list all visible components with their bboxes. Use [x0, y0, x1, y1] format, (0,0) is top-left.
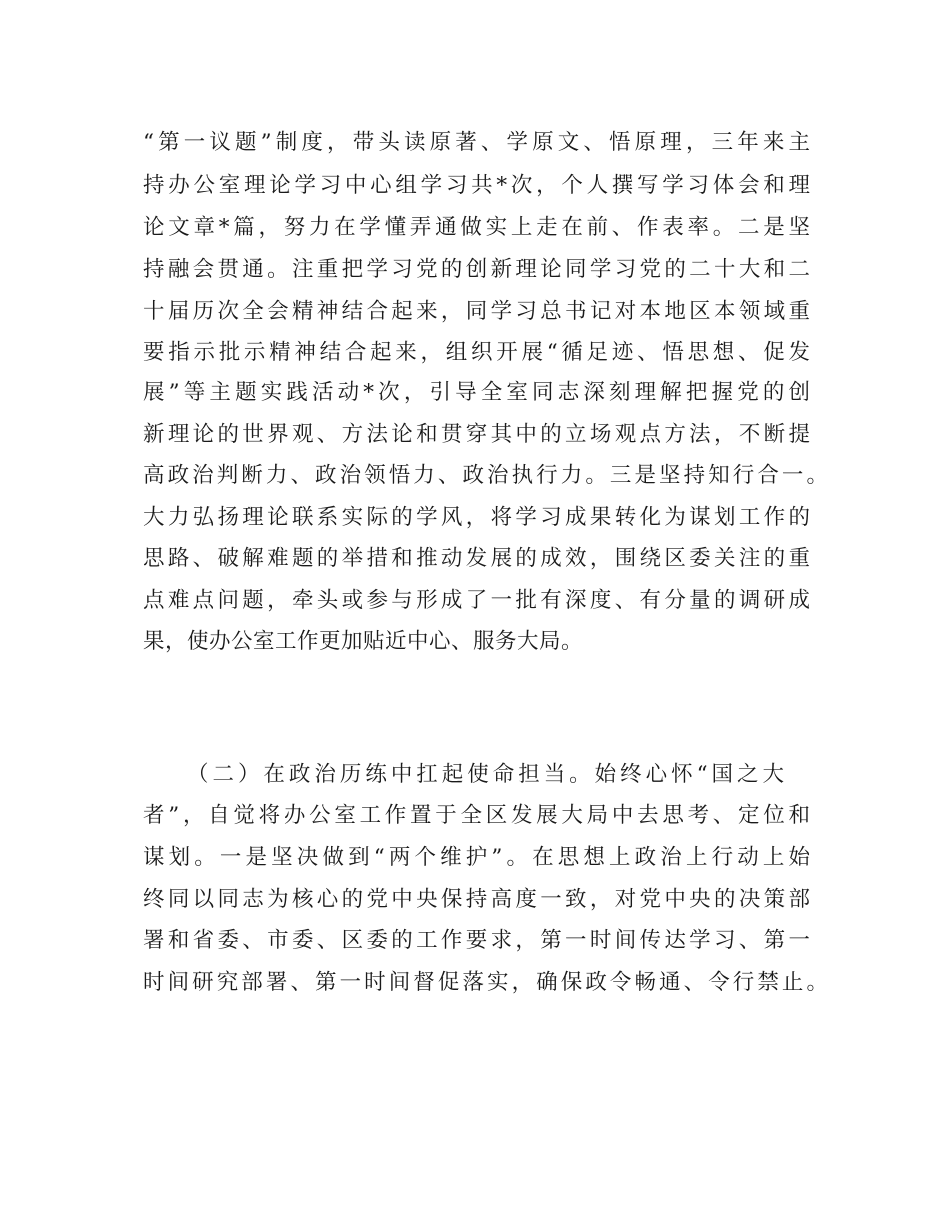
text-line: 展”等主题实践活动*次，引导全室同志深刻理解把握党的创	[143, 380, 810, 405]
text-line: 终同以同志为核心的党中央保持高度一致，对党中央的决策部	[143, 887, 810, 912]
text-line: 谋划。一是坚决做到“两个维护”。在思想上政治上行动上始	[143, 845, 810, 870]
text-line: 高政治判断力、政治领悟力、政治执行力。三是坚持知行合一。	[143, 463, 828, 488]
text-line: 论文章*篇，努力在学懂弄通做实上走在前、作表率。二是坚	[143, 215, 810, 240]
text-line: 思路、破解难题的举措和推动发展的成效，围绕区委关注的重	[143, 546, 810, 571]
text-line: 十届历次全会精神结合起来，同学习总书记对本地区本领域重	[143, 299, 810, 324]
text-line: 持办公室理论学习中心组学习共*次，个人撰写学习体会和理	[143, 173, 810, 198]
text-line: 果，使办公室工作更加贴近中心、服务大局。	[143, 629, 584, 654]
text-line: 要指示批示精神结合起来，组织开展“循足迹、悟思想、促发	[143, 340, 810, 365]
text-line: 新理论的世界观、方法论和贯穿其中的立场观点方法，不断提	[143, 422, 810, 447]
text-line: “第一议题”制度，带头读原著、学原文、悟原理，三年来主	[143, 130, 810, 155]
section-heading-line: （二）在政治历练中扛起使命担当。始终心怀“国之大	[187, 762, 784, 787]
text-line: 大力弘扬理论联系实际的学风，将学习成果转化为谋划工作的	[143, 505, 810, 530]
text-line: 点难点问题，牵头或参与形成了一批有深度、有分量的调研成	[143, 588, 810, 613]
text-line: 署和省委、市委、区委的工作要求，第一时间传达学习、第一	[143, 928, 810, 953]
text-line: 时间研究部署、第一时间督促落实，确保政令畅通、令行禁止。	[143, 970, 828, 995]
text-line: 者”，自觉将办公室工作置于全区发展大局中去思考、定位和	[143, 803, 810, 828]
text-line: 持融会贯通。注重把学习党的创新理论同学习党的二十大和二	[143, 257, 810, 282]
